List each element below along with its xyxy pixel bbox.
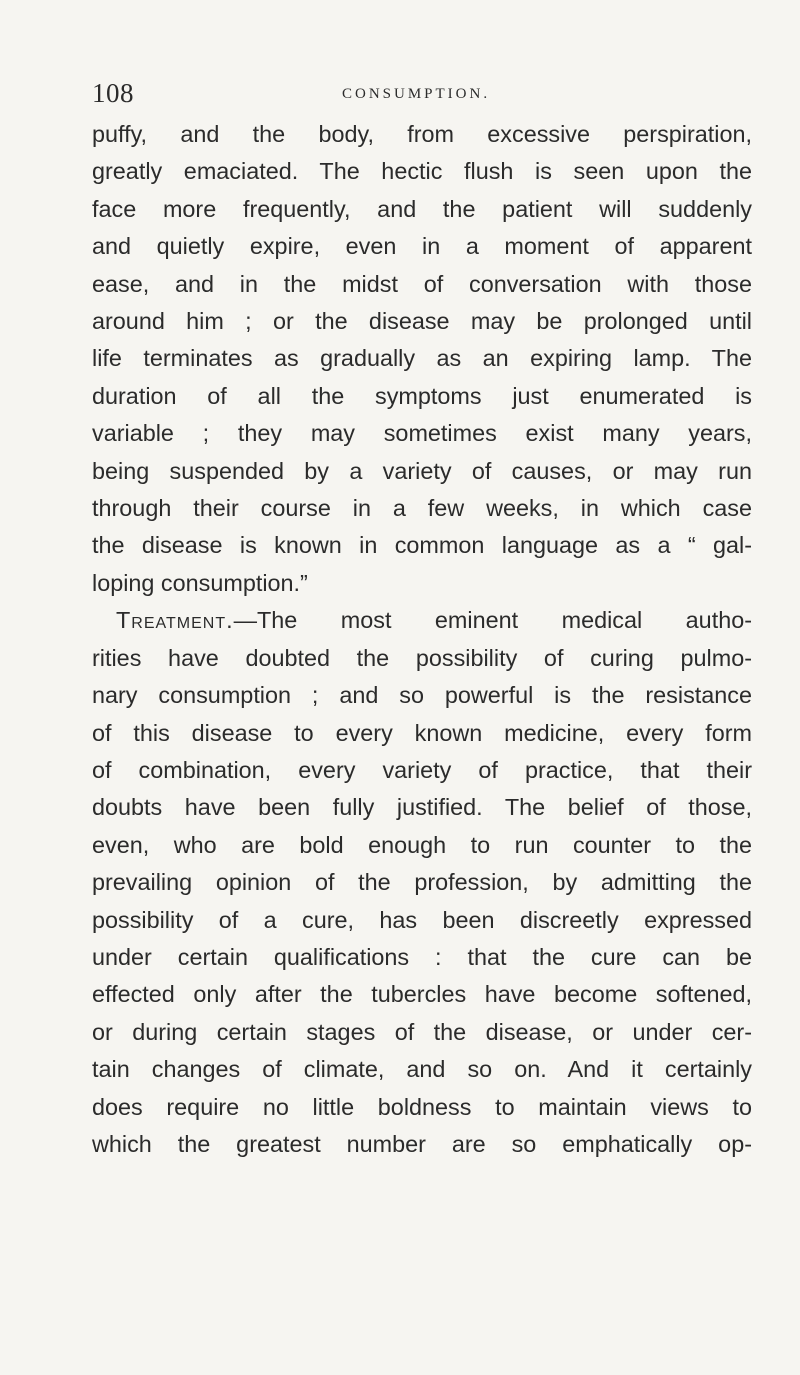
page-header [92, 78, 732, 112]
text-line: possibility of a cure, has been discreetly expressed [92, 906, 752, 933]
treatment-line [92, 602, 752, 639]
text-line: which the greatest number are so emphatically op- [92, 1130, 752, 1157]
text-line: of this disease to every known medicine, every form [92, 719, 752, 746]
text-line: doubts have been fully justified. The belief of those, [92, 794, 752, 821]
running-title: CONSUMPTION. [342, 86, 491, 102]
text-line: being suspended by a variety of causes, or may run [92, 457, 752, 484]
text-line: or during certain stages of the disease, or under cer- [92, 1018, 752, 1045]
text-line: the disease is known in common language as a “ gal- [92, 532, 752, 559]
text-line: life terminates as gradually as an expiring lamp. The [92, 345, 752, 372]
text-line: face more frequently, and the patient will suddenly [92, 195, 752, 222]
treatment-heading: Treatment. [116, 607, 234, 634]
text-line: through their course in a few weeks, in which case [92, 495, 752, 522]
text-line: tain changes of climate, and so on. And it certainly [92, 1056, 752, 1083]
text-line: rities have doubted the possibility of curing pulmo- [92, 644, 752, 671]
text-line: under certain qualifications : that the cure can be [92, 943, 752, 970]
text-line: of combination, every variety of practice, that their [92, 756, 752, 783]
text-line: variable ; they may sometimes exist many years, [92, 420, 752, 447]
text-line: even, who are bold enough to run counter to the [92, 831, 752, 858]
text-line: and quietly expire, even in a moment of apparent [92, 233, 752, 260]
body-text [92, 116, 752, 1163]
text-line: nary consumption ; and so powerful is the resistance [92, 682, 752, 709]
text-line: puffy, and the body, from excessive perspiration, [92, 121, 752, 147]
text-line: effected only after the tubercles have become softened, [92, 981, 752, 1008]
text-line: does require no little boldness to maintain views to [92, 1093, 752, 1120]
text-line: prevailing opinion of the profession, by admitting the [92, 869, 752, 896]
page-number: 108 [92, 78, 134, 108]
treatment-line-text: —The most eminent medical autho- [233, 607, 752, 634]
text-line: loping consumption.” [92, 569, 308, 596]
text-line: around him ; or the disease may be prolonged until [92, 308, 752, 335]
text-line: greatly emaciated. The hectic flush is seen upon the [92, 158, 752, 185]
text-line: duration of all the symptoms just enumerated is [92, 382, 752, 409]
text-line: ease, and in the midst of conversation with those [92, 270, 752, 297]
